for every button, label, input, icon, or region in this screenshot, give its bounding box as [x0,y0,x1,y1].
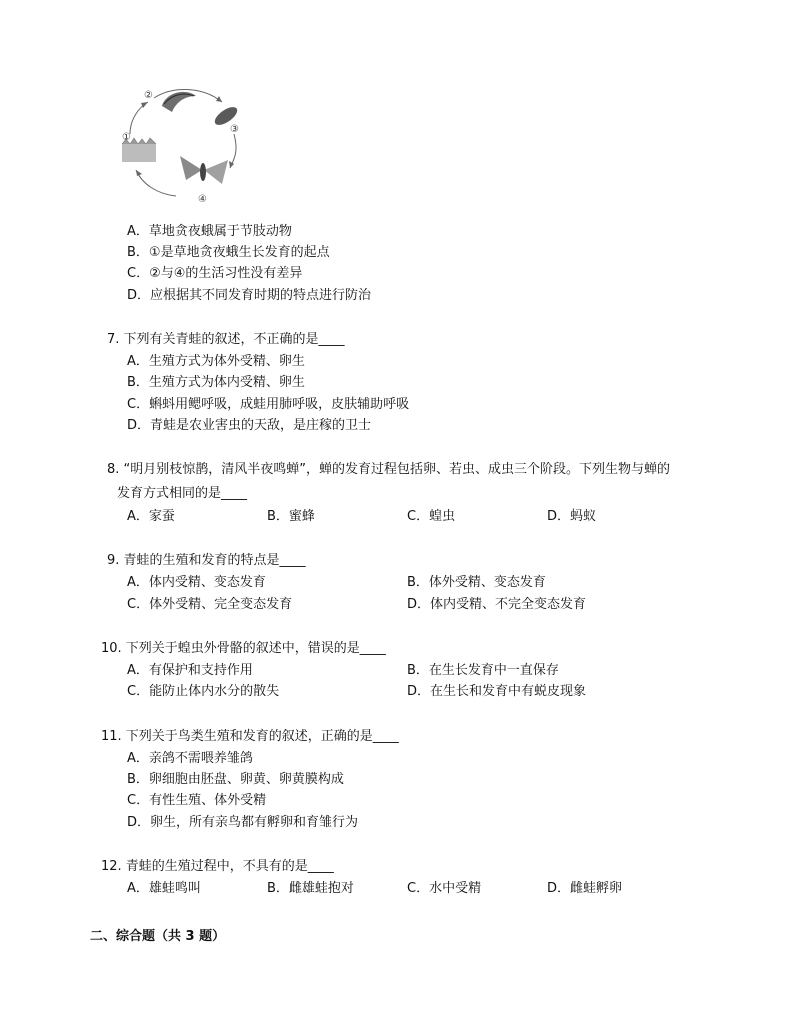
q10-option-a[interactable]: A．有保护和支持作用 [127,663,253,678]
stage-label-3: ③ [230,124,239,135]
q11-option-a[interactable]: A．亲鸽不需喂养雏鸽 [127,751,253,766]
q9-stem: 9. 青蛙的生殖和发育的特点是____ [107,553,306,568]
q7-stem: 7. 下列有关青蛙的叙述，不正确的是____ [107,332,345,347]
q11-option-d[interactable]: D．卵生，所有亲鸟都有孵卵和育雏行为 [127,815,359,830]
q7-option-c[interactable]: C．蝌蚪用鳃呼吸，成蛙用肺呼吸，皮肤辅助呼吸 [127,397,410,412]
life-cycle-diagram [112,84,257,204]
q7-option-b[interactable]: B．生殖方式为体内受精、卵生 [127,375,305,390]
q6-option-a[interactable]: A．草地贪夜蛾属于节肢动物 [127,224,292,239]
q8-stem-line1: 8. “明月别枝惊鹊，清风半夜鸣蝉”，蝉的发育过程包括卵、若虫、成虫三个阶段。下列生物与蝉的 [107,462,671,477]
q10-option-c[interactable]: C．能防止体内水分的散失 [127,684,280,699]
q9-option-d[interactable]: D．体内受精、不完全变态发育 [407,597,587,612]
stage-label-1: ① [122,132,131,143]
q12-option-d[interactable]: D．雌蛙孵卵 [547,881,623,896]
stage-label-2: ② [144,90,153,101]
stage-label-4: ④ [198,194,207,204]
q9-option-b[interactable]: B．体外受精、变态发育 [407,575,546,590]
q12-option-a[interactable]: A．雄蛙鸣叫 [127,881,201,896]
q9-option-c[interactable]: C．体外受精、完全变态发育 [127,597,293,612]
q10-option-b[interactable]: B．在生长发育中一直保存 [407,663,559,678]
q6-option-b[interactable]: B．①是草地贪夜蛾生长发育的起点 [127,245,330,260]
section-heading: 二、综合题（共 3 题） [90,929,226,944]
q7-option-a[interactable]: A．生殖方式为体外受精、卵生 [127,354,305,369]
q9-option-a[interactable]: A．体内受精、变态发育 [127,575,266,590]
q12-option-c[interactable]: C．水中受精 [407,881,482,896]
moth-image [180,156,228,184]
q8-option-b[interactable]: B．蜜蜂 [267,509,315,524]
q7-option-d[interactable]: D．青蛙是农业害虫的天敌，是庄稼的卫士 [127,418,372,433]
q8-option-a[interactable]: A．家蚕 [127,509,175,524]
q11-stem: 11. 下列关于鸟类生殖和发育的叙述，正确的是____ [101,729,399,744]
larva-image [162,92,196,112]
q8-option-d[interactable]: D．蚂蚁 [547,509,597,524]
q10-stem: 10. 下列关于蝗虫外骨骼的叙述中，错误的是____ [101,641,386,656]
q6-option-c[interactable]: C．②与④的生活习性没有差异 [127,266,303,281]
q11-option-b[interactable]: B．卵细胞由胚盘、卵黄、卵黄膜构成 [127,772,344,787]
q12-option-b[interactable]: B．雌雄蛙抱对 [267,881,354,896]
q6-option-d[interactable]: D．应根据其不同发育时期的特点进行防治 [127,288,372,303]
q11-option-c[interactable]: C．有性生殖、体外受精 [127,793,267,808]
q8-option-c[interactable]: C．蝗虫 [407,509,456,524]
q12-stem: 12. 青蛙的生殖过程中，不具有的是____ [101,859,334,874]
q8-stem-line2: 发育方式相同的是____ [117,486,248,501]
q10-option-d[interactable]: D．在生长和发育中有蜕皮现象 [407,684,587,699]
